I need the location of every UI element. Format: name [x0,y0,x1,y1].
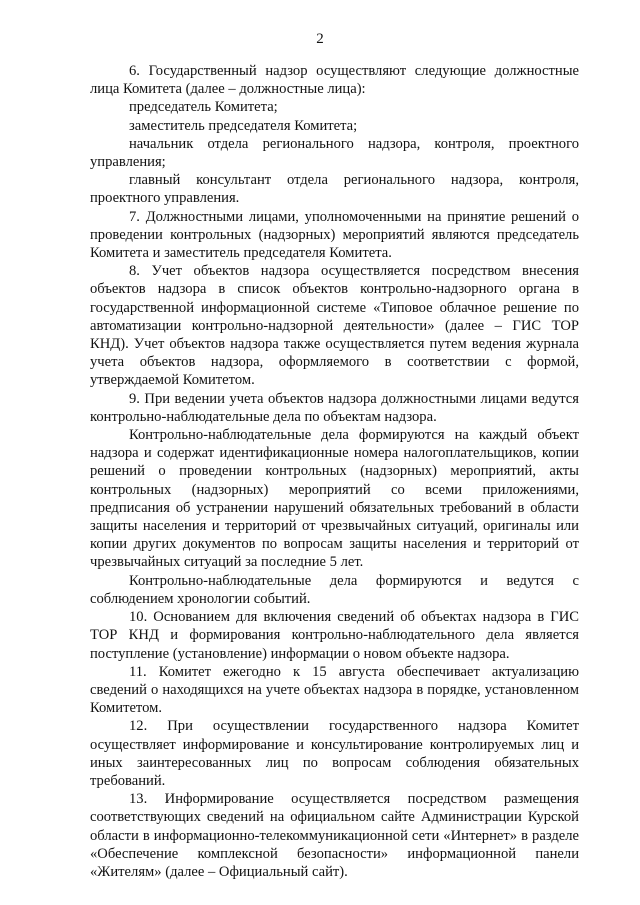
list-item-deputy-chairman: заместитель председателя Комитета; [129,117,358,134]
paragraph-11: 11. Комитет ежегодно к 15 августа обеспечивает актуализацию сведений о находящихся на учете объектах надзора в порядке, установленном Комитетом. [90,663,579,717]
paragraph-9-cases: Контрольно-наблюдательные дела формируются на каждый объект надзора и содержат идентификационные номера налогоплательщиков, копии решений о проведении контрольных (надзорных) мероприятий, акты контрольных (надзорных) мероприятий со всеми приложениями, предписания об устранении нарушений обязательных требований в области защиты населения и территорий от чрезвычайных ситуаций, оригиналы или копии других документов по вопросам защиты населения и территорий от чрезвычайных ситуаций за последние 5 лет. [90,427,579,571]
paragraph-7: 7. Должностными лицами, уполномоченными на принятие решений о проведении контрольных (надзорных) мероприятий являются председатель Комитета и заместитель председателя Комитета. [90,208,579,262]
paragraph-9-chronology: Контрольно-наблюдательные дела формируются и ведутся с соблюдением хронологии событий. [90,572,579,607]
list-item-chairman: председатель Комитета; [129,99,278,116]
paragraph-13: 13. Информирование осуществляется посредством размещения соответствующих сведений на официальном сайте Администрации Курской области в информационно-телекоммуникационной сети «Интернет» в разделе «Обеспечение комплексной безопасности» информационной панели «Жителям» (далее – Официальный сайт). [90,791,579,880]
list-item-chief-consultant: главный консультант отдела регионального надзора, контроля, проектного управления. [90,172,579,207]
list-item-department-head: начальник отдела регионального надзора, контроля, проектного управления; [90,135,579,171]
paragraph-8: 8. Учет объектов надзора осуществляется посредством внесения объектов надзора в список объектов контрольно-надзорного органа в государственной информационной системе «Типовое облачное решение по автоматизации контрольно-надзорной деятельности» (далее – ГИС ТОР КНД). Учет объектов надзора также осуществляется путем ведения журнала учета объектов надзора, оформляемого в соответствии с формой, утверждаемой Комитетом. [90,263,579,389]
paragraph-10: 10. Основанием для включения сведений об объектах надзора в ГИС ТОР КНД и формирования контрольно-наблюдательного дела является поступление (установление) информации о новом объекте надзора. [90,609,579,662]
page-number: 2 [316,31,324,47]
document-body [90,62,579,881]
paragraph-9: 9. При ведении учета объектов надзора должностными лицами ведутся контрольно-наблюдательные дела по объектам надзора. [90,390,579,425]
paragraph-12: 12. При осуществлении государственного надзора Комитет осуществляет информирование и консультирование контролируемых лиц и иных заинтересованных лиц по вопросам соблюдения обязательных требований. [90,718,579,789]
paragraph-6: 6. Государственный надзор осуществляют следующие должностные лица Комитета (далее – должностные лица): [90,63,579,98]
